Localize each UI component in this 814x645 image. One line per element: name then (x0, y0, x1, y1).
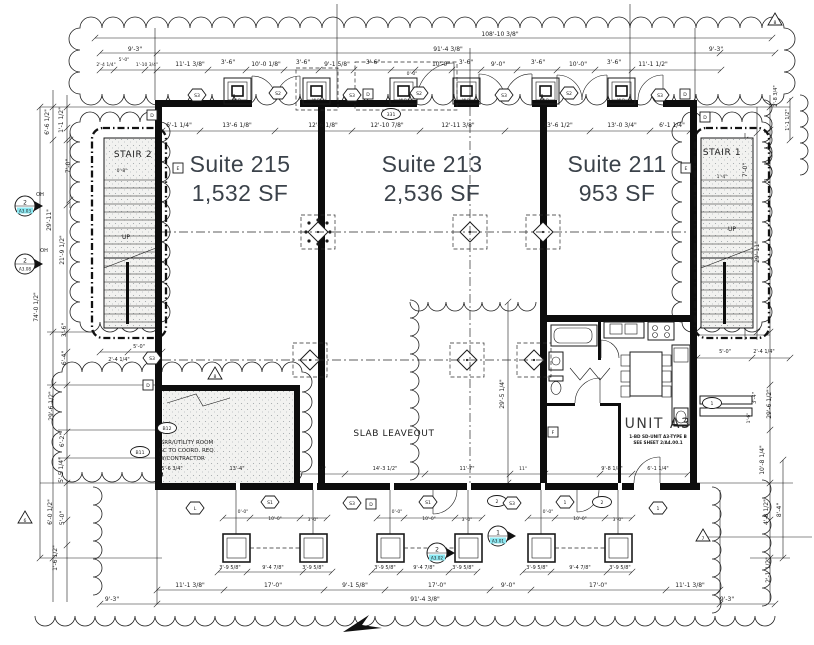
tag-label: D (146, 383, 150, 389)
dim-label: 6'-1 1/4" (166, 122, 192, 129)
column-center (533, 359, 535, 361)
tag-label: E (176, 166, 180, 172)
dim-label: 12'-11 3/8" (441, 122, 475, 129)
window-glass (461, 86, 472, 96)
dim-label: 3'-6" (365, 59, 381, 66)
cloud-edge (712, 487, 721, 613)
dim-label: 9'-4 7/8" (569, 565, 591, 571)
dim-label: 1'-1 1/2" (785, 109, 791, 131)
dim-label: 29'-11" (754, 241, 761, 263)
dim-label: 3'-6" (61, 322, 68, 338)
dim-label: 0'-0" (391, 510, 403, 515)
tag-label: E (684, 166, 688, 172)
stair-2-up-label: UP (121, 234, 131, 241)
dim-label: 6'-2" (59, 432, 66, 448)
dim-label: MU2 (233, 98, 241, 102)
storefront-frame (381, 538, 400, 558)
dim-label: 12'-6 1/8" (308, 122, 338, 129)
unit-a3-label: UNIT A3 (624, 416, 692, 432)
suite-215-name: Suite 215 (189, 151, 291, 177)
misc-marks (343, 615, 382, 632)
dim-label: 9'-3" (719, 596, 735, 603)
dim-label: 9'-3" (104, 596, 120, 603)
column-dot (316, 242, 319, 245)
storefront-frame (227, 538, 246, 558)
dim-label: 29'-11" (46, 209, 53, 231)
sheet-number: A3.02 (430, 555, 444, 561)
north-arrow-icon (343, 615, 382, 632)
dim-label: 5'-5 1/4" (58, 457, 65, 483)
dim-label: 2'-1 1/2" (765, 557, 772, 583)
dim-label: 21'-9 1/2" (59, 235, 66, 265)
tag-label: D (366, 92, 370, 98)
cloud-edge (762, 480, 771, 606)
dim-label: 3'-9 5/8" (219, 565, 241, 571)
column-dot (307, 221, 310, 224)
tag-label: 1 (656, 506, 660, 512)
dim-label: 9'-0" (490, 61, 506, 68)
dim-label: 13'-0 3/4" (607, 122, 637, 129)
tag-label: S2 (416, 91, 422, 97)
dim-label: 29'-5 1/4" (499, 379, 506, 409)
tag-label: S3 (349, 93, 355, 99)
tag-label: 1 (563, 500, 567, 506)
dim-label: 108'-10 3/8" (481, 31, 519, 38)
section-number: 2 (435, 546, 439, 554)
dim-label: 0'-8" (116, 169, 128, 174)
revision-number: 8 (213, 375, 217, 380)
dim-label: 13'-6 1/2" (543, 122, 573, 129)
dim-label: 10'-0" (422, 517, 436, 522)
dim-label: 9'-0" (500, 582, 516, 589)
tag-label: L (193, 506, 197, 512)
dim-label: 10'-8 1/4" (759, 445, 766, 475)
dim-label: 6'-6 1/2" (44, 109, 51, 135)
suite-213-area: 2,536 SF (383, 180, 481, 206)
utility-room-label-3: W/CONTRACTOR (159, 456, 205, 462)
dim-label: 10'-0" (568, 61, 588, 68)
tag-label: S3 (149, 356, 155, 362)
suite-211-name: Suite 211 (567, 151, 667, 177)
stair-stringer (723, 262, 726, 324)
cloud-edge (800, 95, 808, 175)
dim-label: 0'-0" (406, 72, 418, 77)
unit-a3-note-1: 1-BD SD-UNIT A3-TYPE B (629, 434, 687, 439)
dim-label: 3'-6" (530, 59, 546, 66)
suite-211-area: 953 SF (578, 180, 656, 206)
tag-label: S1 (267, 500, 273, 506)
column-dot (325, 221, 328, 224)
sheet-number: A3.08 (18, 266, 32, 272)
section-number: 2 (23, 257, 27, 265)
dim-label: 5'-0" (118, 58, 130, 63)
dim-label: 9'-3" (127, 46, 143, 53)
window-glass (398, 86, 409, 96)
dim-label: 10'-0 1/8" (251, 61, 281, 68)
dim-label: 10'-0" (431, 61, 451, 68)
column-dot (325, 239, 328, 242)
dim-label: 1'-4" (716, 175, 728, 180)
dim-label: 91'-4 3/8" (433, 46, 463, 53)
dim-label: 9'-8 1/8" (601, 466, 623, 472)
dim-label: 11'-1 3/8" (175, 582, 205, 589)
dim-label: 9'-3" (708, 46, 724, 53)
utility-room-label-1: SRR/UTILITY ROOM (160, 440, 214, 446)
dim-label: 9'-1 5/8" (324, 61, 350, 68)
dim-label: 17'-0" (588, 582, 608, 589)
dim-label: 2'-8 3/4" (773, 85, 779, 107)
dim-label: 11" (519, 467, 527, 472)
dim-label: 11'-1 3/8" (675, 582, 705, 589)
dim-label: 7'-0" (65, 158, 72, 174)
dim-label: 5'-0" (133, 344, 145, 350)
cloud-edge (410, 300, 419, 480)
dim-label: 3'-0" (307, 518, 319, 523)
dim-label: 29'-6 1/2" (48, 391, 55, 421)
dim-label: 13'-4" (229, 466, 245, 472)
dim-label: 8'-4" (776, 502, 783, 518)
cloud-edge (35, 616, 775, 626)
revision-number: 8 (773, 21, 777, 26)
dim-label: 3'-9 5/8" (452, 565, 474, 571)
dim-label: 3'-0" (612, 518, 624, 523)
dim-label: MU2 (312, 98, 320, 102)
section-number: 2 (23, 199, 27, 207)
tag-label: 2 (495, 499, 499, 505)
window-glass (616, 86, 627, 96)
dim-label: MU2 (617, 98, 625, 102)
tag-label: S3 (509, 501, 515, 507)
dim-label: MU2 (541, 98, 549, 102)
dim-label: 1'-1 1/2" (58, 107, 65, 133)
dim-label: 17'-0" (427, 582, 447, 589)
dim-label: 17'-0" (263, 582, 283, 589)
dim-label: 6'-0 1/2" (47, 499, 54, 525)
stair-1-label: STAIR 1 (702, 148, 742, 158)
tag-label: 331 (386, 112, 396, 118)
suite-215-area: 1,532 SF (191, 180, 289, 206)
revision-number: 7 (701, 537, 705, 542)
dim-label: 6'-4" (61, 350, 68, 366)
tag-label: S1 (425, 500, 431, 506)
dim-label: 4'-8 1/2" (763, 499, 770, 525)
tag-label: B11 (135, 450, 145, 456)
stair-stringer (126, 262, 129, 324)
dim-label: 2'-4 1/4" (108, 357, 130, 363)
dim-label: 3'-0" (461, 518, 473, 523)
dim-label: 3'-9 5/8" (302, 565, 324, 571)
window-glass (311, 86, 322, 96)
revision-number: 6 (23, 519, 27, 524)
stair-2-plan (104, 138, 156, 328)
dim-label: 1'-10 3/4" (135, 63, 159, 68)
column-center (466, 359, 468, 361)
columns (293, 215, 560, 377)
tag-label: S3 (501, 93, 507, 99)
dim-label: 6'-1 1/4" (659, 122, 685, 129)
dim-label: OH (40, 248, 48, 254)
dim-label: 3'-6" (458, 59, 474, 66)
dim-label: 11" (318, 467, 326, 472)
tag-label: S3 (194, 93, 200, 99)
section-number: 1 (496, 529, 500, 537)
dim-label: 12'-10 7/8" (370, 122, 404, 129)
dim-label: 9'-1 5/8" (342, 582, 368, 589)
dim-label: 9'-4 7/8" (413, 565, 435, 571)
slab-leaveout-label: SLAB LEAVEOUT (353, 429, 435, 439)
dim-label: 5'-6 3/4" (161, 466, 183, 472)
dim-label: 74'-0 1/2" (33, 292, 40, 322)
dim-label: 3'-6" (295, 59, 311, 66)
dim-label: 0'-0" (237, 510, 249, 515)
tag-label: S2 (566, 91, 572, 97)
unit-a3-note-2: SEE SHEET 2/A4.00.1 (633, 440, 683, 445)
tag-label: D (703, 115, 707, 121)
dim-label: 11'-1 3/8" (175, 61, 205, 68)
dim-label: 3'-4" (752, 392, 758, 404)
sheet-number: A3.03 (18, 208, 32, 214)
dim-label: 13'-6 1/8" (222, 122, 252, 129)
stair-2-label: STAIR 2 (113, 150, 153, 160)
storefront-frame (459, 538, 478, 558)
tag-label: B12 (162, 426, 172, 432)
dim-label: 1'-6" (747, 412, 752, 424)
tag-label: D (683, 92, 687, 98)
utility-room-label-2: GC TO COORD. REQ. (158, 448, 216, 454)
dim-label: 14'-3 1/2" (372, 466, 398, 472)
dim-label: 6'-1 1/4" (647, 466, 669, 472)
tag-label: 2 (600, 500, 604, 506)
dim-label: 3'-9 5/8" (526, 565, 548, 571)
tag-label: 1 (710, 401, 714, 407)
dim-label: 2'-4 1/4" (753, 349, 775, 355)
cloud-edge (410, 302, 536, 311)
storefront-frame (304, 538, 323, 558)
dim-label: 7'-0" (742, 162, 749, 178)
dim-label: 11'-1 1/2" (638, 61, 668, 68)
storefront-frame (609, 538, 628, 558)
dim-label: 1'-6 1/2" (52, 545, 59, 571)
tag-label: F (551, 430, 555, 436)
dim-label: 5'-0" (719, 349, 731, 355)
dim-label: 0'-0" (542, 510, 554, 515)
dim-label: 91'-4 3/8" (410, 596, 440, 603)
dim-label: 11'-7" (459, 466, 475, 472)
dim-label: OH (36, 192, 44, 198)
suite-213-name: Suite 213 (381, 151, 483, 177)
dim-label: MU2 (462, 98, 470, 102)
dim-label: MU2 (399, 98, 407, 102)
dim-label: 2'-4 1/4" (96, 63, 116, 68)
cloud-edge (93, 487, 102, 595)
tag-label: S2 (275, 91, 281, 97)
tag-label: S3 (657, 93, 663, 99)
tag-label: D (150, 113, 154, 119)
dim-label: 9'-4 7/8" (262, 565, 284, 571)
column-dot (307, 239, 310, 242)
sheet-number: A3.01 (491, 538, 505, 544)
dim-label: 10'-0" (573, 517, 587, 522)
storefront-frame (532, 538, 551, 558)
dim-label: 10'-0" (268, 517, 282, 522)
tag-label: S3 (349, 501, 355, 507)
dim-label: 29'-6 1/2" (766, 389, 773, 419)
dim-label: 3'-6" (606, 59, 622, 66)
dim-label: 3'-9 5/8" (609, 565, 631, 571)
stair-1-up-label: UP (727, 226, 737, 233)
column-dot (316, 218, 319, 221)
dim-label: 5'-0" (59, 510, 66, 526)
tag-label: D (369, 502, 373, 508)
dim-label: 3'-9 5/8" (374, 565, 396, 571)
dim-label: 3'-6" (220, 59, 236, 66)
